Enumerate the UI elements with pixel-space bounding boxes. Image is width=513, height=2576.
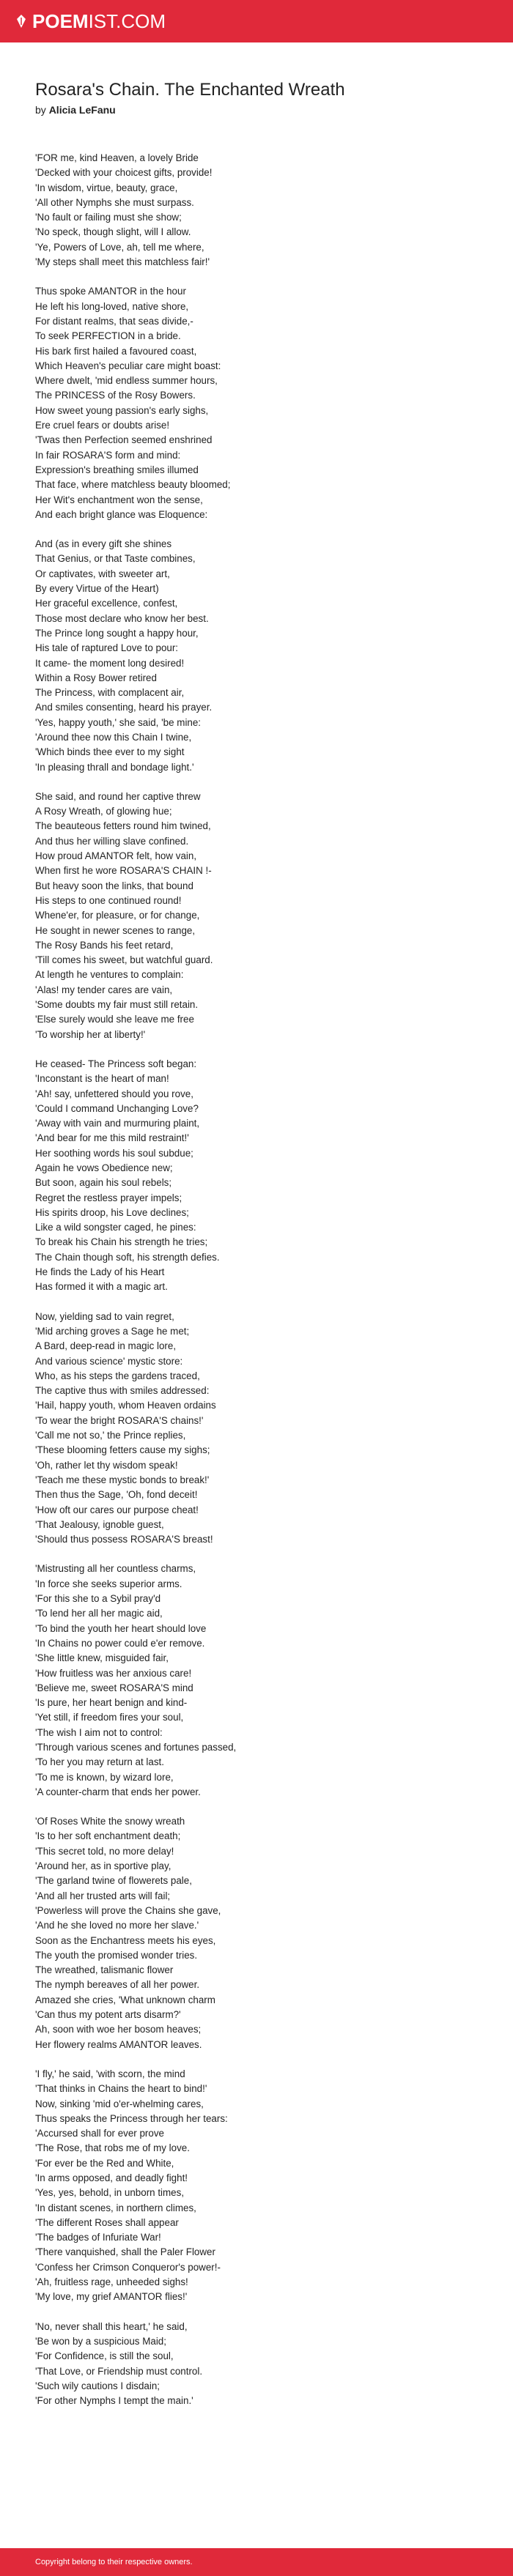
poem-line: 'This secret told, no more delay! [35, 1845, 174, 1857]
poem-line: 'FOR me, kind Heaven, a lovely Bride [35, 152, 199, 163]
poem-line: Within a Rosy Bower retired [35, 672, 157, 683]
poem-line: How proud AMANTOR felt, how vain, [35, 850, 197, 862]
poem-line: 'Else surely would she leave me free [35, 1014, 194, 1025]
poem-line: 'The badges of Infuriate War! [35, 2232, 161, 2243]
poem-line: His tale of raptured Love to pour: [35, 642, 179, 654]
top-header-bar [0, 0, 513, 42]
poem-stanza [35, 151, 482, 270]
poem-line: Who, as his steps the gardens traced, [35, 1370, 200, 1381]
poem-line: 'For other Nymphs I tempt the main.' [35, 2395, 193, 2407]
logo-text-strong: POEM [32, 10, 89, 32]
poem-line: He ceased- The Princess soft began: [35, 1058, 197, 1069]
poem-line: 'The different Roses shall appear [35, 2216, 179, 2228]
poem-line: And various science' mystic store: [35, 1355, 183, 1367]
poem-line: Amazed she cries, 'What unknown charm [35, 1994, 215, 2005]
poem-line: 'The garland twine of flowerets pale, [35, 1875, 192, 1887]
byline [35, 103, 482, 117]
poem-line: 'Could I command Unchanging Love? [35, 1102, 199, 1114]
poem-line: Or captivates, with sweeter art, [35, 568, 170, 579]
poem-line: 'These blooming fetters cause my sighs; [35, 1444, 210, 1456]
author-link[interactable]: Alicia LeFanu [48, 104, 116, 116]
logo-text-light: IST.COM [88, 10, 166, 32]
poem-line: Soon as the Enchantress meets his eyes, [35, 1934, 216, 1946]
poem-line: 'Is pure, her heart benign and kind- [35, 1697, 188, 1709]
poem-line: 'The wish I aim not to control: [35, 1726, 163, 1738]
site-logo-link[interactable] [16, 10, 166, 33]
poem-line: His spirits droop, his Love declines; [35, 1206, 189, 1218]
poem-line: 'And all her trusted arts will fail; [35, 1890, 171, 1901]
poem-line: 'Around her, as in sportive play, [35, 1860, 171, 1872]
poem-line: 'To bind the youth her heart should love [35, 1622, 207, 1634]
poem-line: 'Through various scenes and fortunes passed, [35, 1741, 237, 1753]
poem-line: To seek PERFECTION in a bride. [35, 330, 181, 342]
poem-line: 'That thinks in Chains the heart to bind!' [35, 2083, 207, 2095]
poem-line: 'To me is known, by wizard lore, [35, 1771, 174, 1783]
poem-line: 'Confess her Crimson Conqueror's power!- [35, 2261, 221, 2273]
poem-line: 'For this she to a Sybil pray'd [35, 1593, 161, 1605]
poem-title: Rosara's Chain. The Enchanted Wreath [35, 80, 345, 100]
poem-line: Ah, soon with woe her bosom heaves; [35, 2024, 202, 2035]
poem-stanza [35, 1814, 482, 2052]
poem-line: 'Of Roses White the snowy wreath [35, 1816, 185, 1827]
poem-line: At length he ventures to complain: [35, 969, 184, 981]
poem-line: 'Is to her soft enchantment death; [35, 1830, 181, 1842]
poem-line: His bark first hailed a favoured coast, [35, 345, 197, 357]
poem-line: A Bard, deep-read in magic lore, [35, 1340, 177, 1352]
by-label: by [35, 104, 46, 116]
poem-line: Her flowery realms AMANTOR leaves. [35, 2038, 202, 2050]
poem-line: 'In distant scenes, in northern climes, [35, 2202, 196, 2213]
poem-line: 'There vanquished, shall the Paler Flower [35, 2246, 215, 2258]
poem-line: She said, and round her captive threw [35, 790, 201, 802]
poem-line: 'No fault or failing must she show; [35, 212, 182, 223]
poem-line: 'In Chains no power could e'er remove. [35, 1637, 205, 1649]
poem-line: Again he vows Obedience new; [35, 1162, 173, 1173]
poem-line: 'Hail, happy youth, whom Heaven ordains [35, 1400, 216, 1411]
poem-line: And smiles consenting, heard his prayer. [35, 702, 213, 713]
poem-line: In fair ROSARA'S form and mind: [35, 449, 181, 461]
poem-line: 'Should thus possess ROSARA'S breast! [35, 1534, 213, 1545]
poem-line: 'Teach me these mystic bonds to break!' [35, 1474, 210, 1485]
poem-line: 'Ah, fruitless rage, unheeded sighs! [35, 2276, 188, 2288]
poem-line: 'To her you may return at last. [35, 1756, 164, 1768]
poem-line: Where dwelt, 'mid endless summer hours, [35, 375, 218, 387]
poem-line: 'Mid arching groves a Sage he met; [35, 1325, 190, 1337]
poem-line: 'To wear the bright ROSARA'S chains!' [35, 1414, 204, 1426]
poem-line: 'That Love, or Friendship must control. [35, 2365, 203, 2377]
poem-line: The wreathed, talismanic flower [35, 1964, 174, 1976]
poem-line: By every Virtue of the Heart) [35, 583, 159, 595]
poem-line: 'Call me not so,' the Prince replies, [35, 1430, 186, 1441]
poem-line: He finds the Lady of his Heart [35, 1266, 165, 1278]
poem-stanza [35, 1310, 482, 1548]
poem-line: Now, yielding sad to vain regret, [35, 1310, 174, 1322]
poem-line: Now, sinking 'mid o'er-whelming cares, [35, 2098, 204, 2109]
poem-line: 'Oh, rather let thy wisdom speak! [35, 1459, 178, 1471]
poem-line: 'To lend her all her magic aid, [35, 1608, 163, 1619]
poem-line: The Rosy Bands his feet retard, [35, 939, 174, 951]
poem-line: 'And he she loved no more her slave.' [35, 1920, 199, 1931]
poem-line: 'My steps shall meet this matchless fair!' [35, 256, 210, 268]
poem-line: 'Such wily cautions I disdain; [35, 2380, 160, 2391]
poem-line: The Princess, with complacent air, [35, 687, 185, 699]
poem-line: Like a wild songster caged, he pines: [35, 1222, 196, 1233]
poem-line: That Genius, or that Taste combines, [35, 553, 196, 565]
poem-article [35, 79, 482, 2423]
poem-line: 'No speck, though slight, will I allow. [35, 226, 191, 238]
poem-line: 'In wisdom, virtue, beauty, grace, [35, 182, 178, 193]
poem-line: When first he wore ROSARA'S CHAIN !- [35, 865, 212, 877]
poem-line: 'I fly,' he said, 'with scorn, the mind [35, 2068, 185, 2079]
poem-line: 'For Confidence, is still the soul, [35, 2350, 174, 2362]
poem-line: The nymph bereaves of all her power. [35, 1979, 200, 1991]
poem-stanza [35, 1057, 482, 1295]
poem-line: 'Mistrusting all her countless charms, [35, 1563, 196, 1575]
poem-line: 'Twas then Perfection seemed enshrined [35, 434, 213, 446]
poem-line: Then thus the Sage, 'Oh, fond deceit! [35, 1489, 198, 1501]
poem-stanza [35, 1562, 482, 1800]
poem-line: And (as in every gift she shines [35, 538, 172, 550]
poem-line: 'Yet still, if freedom fires your soul, [35, 1712, 184, 1723]
poem-line: 'Inconstant is the heart of man! [35, 1073, 169, 1085]
poem-line: Has formed it with a magic art. [35, 1281, 168, 1293]
poem-line: 'Till comes his sweet, but watchful guard. [35, 954, 213, 966]
poem-line: 'That Jealousy, ignoble guest, [35, 1518, 164, 1530]
poem-line: And each bright glance was Eloquence: [35, 508, 208, 520]
poem-line: 'Ye, Powers of Love, ah, tell me where, [35, 241, 204, 253]
poem-stanza [35, 790, 482, 1042]
poem-line: 'How fruitless was her anxious care! [35, 1667, 192, 1679]
poem-line: 'Can thus my potent arts disarm?' [35, 2009, 181, 2021]
poem-line: A Rosy Wreath, of glowing hue; [35, 806, 172, 817]
poem-line: And thus her willing slave confined. [35, 835, 189, 847]
poem-line: 'A counter-charm that ends her power. [35, 1786, 201, 1797]
poem-line: For distant realms, that seas divide,- [35, 315, 193, 327]
poem-line: Those most declare who know her best. [35, 612, 209, 624]
poem-line: But heavy soon the links, that bound [35, 880, 193, 891]
poem-line: 'How oft our cares our purpose cheat! [35, 1504, 199, 1515]
poem-line: 'Powerless will prove the Chains she gave, [35, 1904, 221, 1916]
poem-line: 'For ever be the Red and White, [35, 2157, 174, 2169]
poem-line: His steps to one continued round! [35, 894, 182, 906]
poem-line: To break his Chain his strength he tries; [35, 1236, 208, 1248]
poem-line: 'Be won by a suspicious Maid; [35, 2335, 166, 2347]
poem-stanza [35, 2067, 482, 2305]
poem-line: Thus spoke AMANTOR in the hour [35, 286, 186, 297]
poem-line: 'Accursed shall for ever prove [35, 2128, 164, 2139]
poem-line: 'Yes, happy youth,' she said, 'be mine: [35, 716, 202, 728]
poem-line: 'In arms opposed, and deadly fight! [35, 2172, 188, 2183]
poem-line: 'My love, my grief AMANTOR flies!' [35, 2291, 188, 2303]
poem-line: The captive thus with smiles addressed: [35, 1385, 210, 1397]
poem-line: How sweet young passion's early sighs, [35, 404, 209, 416]
poem-line: Regret the restless prayer impels; [35, 1192, 182, 1203]
poem-line: The PRINCESS of the Rosy Bowers. [35, 390, 196, 401]
poem-line: The youth the promised wonder tries. [35, 1949, 198, 1961]
poem-line: 'Some doubts my fair must still retain. [35, 999, 199, 1011]
poem-line: Thus speaks the Princess through her tears: [35, 2112, 228, 2124]
poem-line: Ere cruel fears or doubts arise! [35, 420, 170, 431]
poem-line: Expression's breathing smiles illumed [35, 464, 199, 475]
poem-line: 'Away with vain and murmuring plaint, [35, 1118, 200, 1129]
poem-stanza [35, 537, 482, 775]
poem-line: That face, where matchless beauty bloomed; [35, 479, 231, 491]
poem-line: 'Yes, yes, behold, in unborn times, [35, 2187, 185, 2199]
poem-line: 'In force she seeks superior arms. [35, 1578, 182, 1589]
poem-line: The Chain though soft, his strength defies. [35, 1251, 220, 1263]
poem-line: 'And bear for me this mild restraint!' [35, 1132, 189, 1144]
footer-copyright: Copyright belong to their respective owners. [35, 2558, 193, 2566]
poem-line: He sought in newer scenes to range, [35, 924, 196, 936]
poem-line: 'Believe me, sweet ROSARA'S mind [35, 1682, 193, 1693]
quill-icon [16, 15, 26, 28]
poem-stanza [35, 284, 482, 522]
poem-line: 'No, never shall this heart,' he said, [35, 2320, 188, 2332]
poem-line: 'Which binds thee ever to my sight [35, 746, 185, 758]
poem-line: 'To worship her at liberty!' [35, 1028, 146, 1040]
poem-line: 'In pleasing thrall and bondage light.' [35, 761, 194, 773]
poem-line: The beauteous fetters round him twined, [35, 820, 211, 832]
poem-line: 'Alas! my tender cares are vain, [35, 984, 173, 995]
poem-line: 'Decked with your choicest gifts, provide! [35, 167, 213, 179]
poem-line: Her soothing words his soul subdue; [35, 1147, 193, 1159]
poem-line: 'She little knew, misguided fair, [35, 1652, 169, 1664]
poem-line: Whene'er, for pleasure, or for change, [35, 910, 200, 921]
poem-line: But soon, again his soul rebels; [35, 1177, 172, 1189]
poem-line: Which Heaven's peculiar care might boast: [35, 360, 221, 371]
poem-body [35, 151, 482, 2408]
poem-line: 'The Rose, that robs me of my love. [35, 2142, 190, 2154]
poem-line: He left his long-loved, native shore, [35, 300, 189, 312]
poem-line: Her graceful excellence, confest, [35, 598, 178, 609]
footer-bar [0, 2548, 513, 2576]
poem-line: It came- the moment long desired! [35, 657, 185, 669]
poem-line: 'Ah! say, unfettered should you rove, [35, 1088, 193, 1099]
poem-line: 'Around thee now this Chain I twine, [35, 731, 192, 743]
poem-line: 'All other Nymphs she must surpass. [35, 196, 194, 208]
poem-line: The Prince long sought a happy hour, [35, 627, 199, 639]
poem-line: Her Wit's enchantment won the sense, [35, 494, 203, 505]
poem-stanza [35, 2320, 482, 2409]
